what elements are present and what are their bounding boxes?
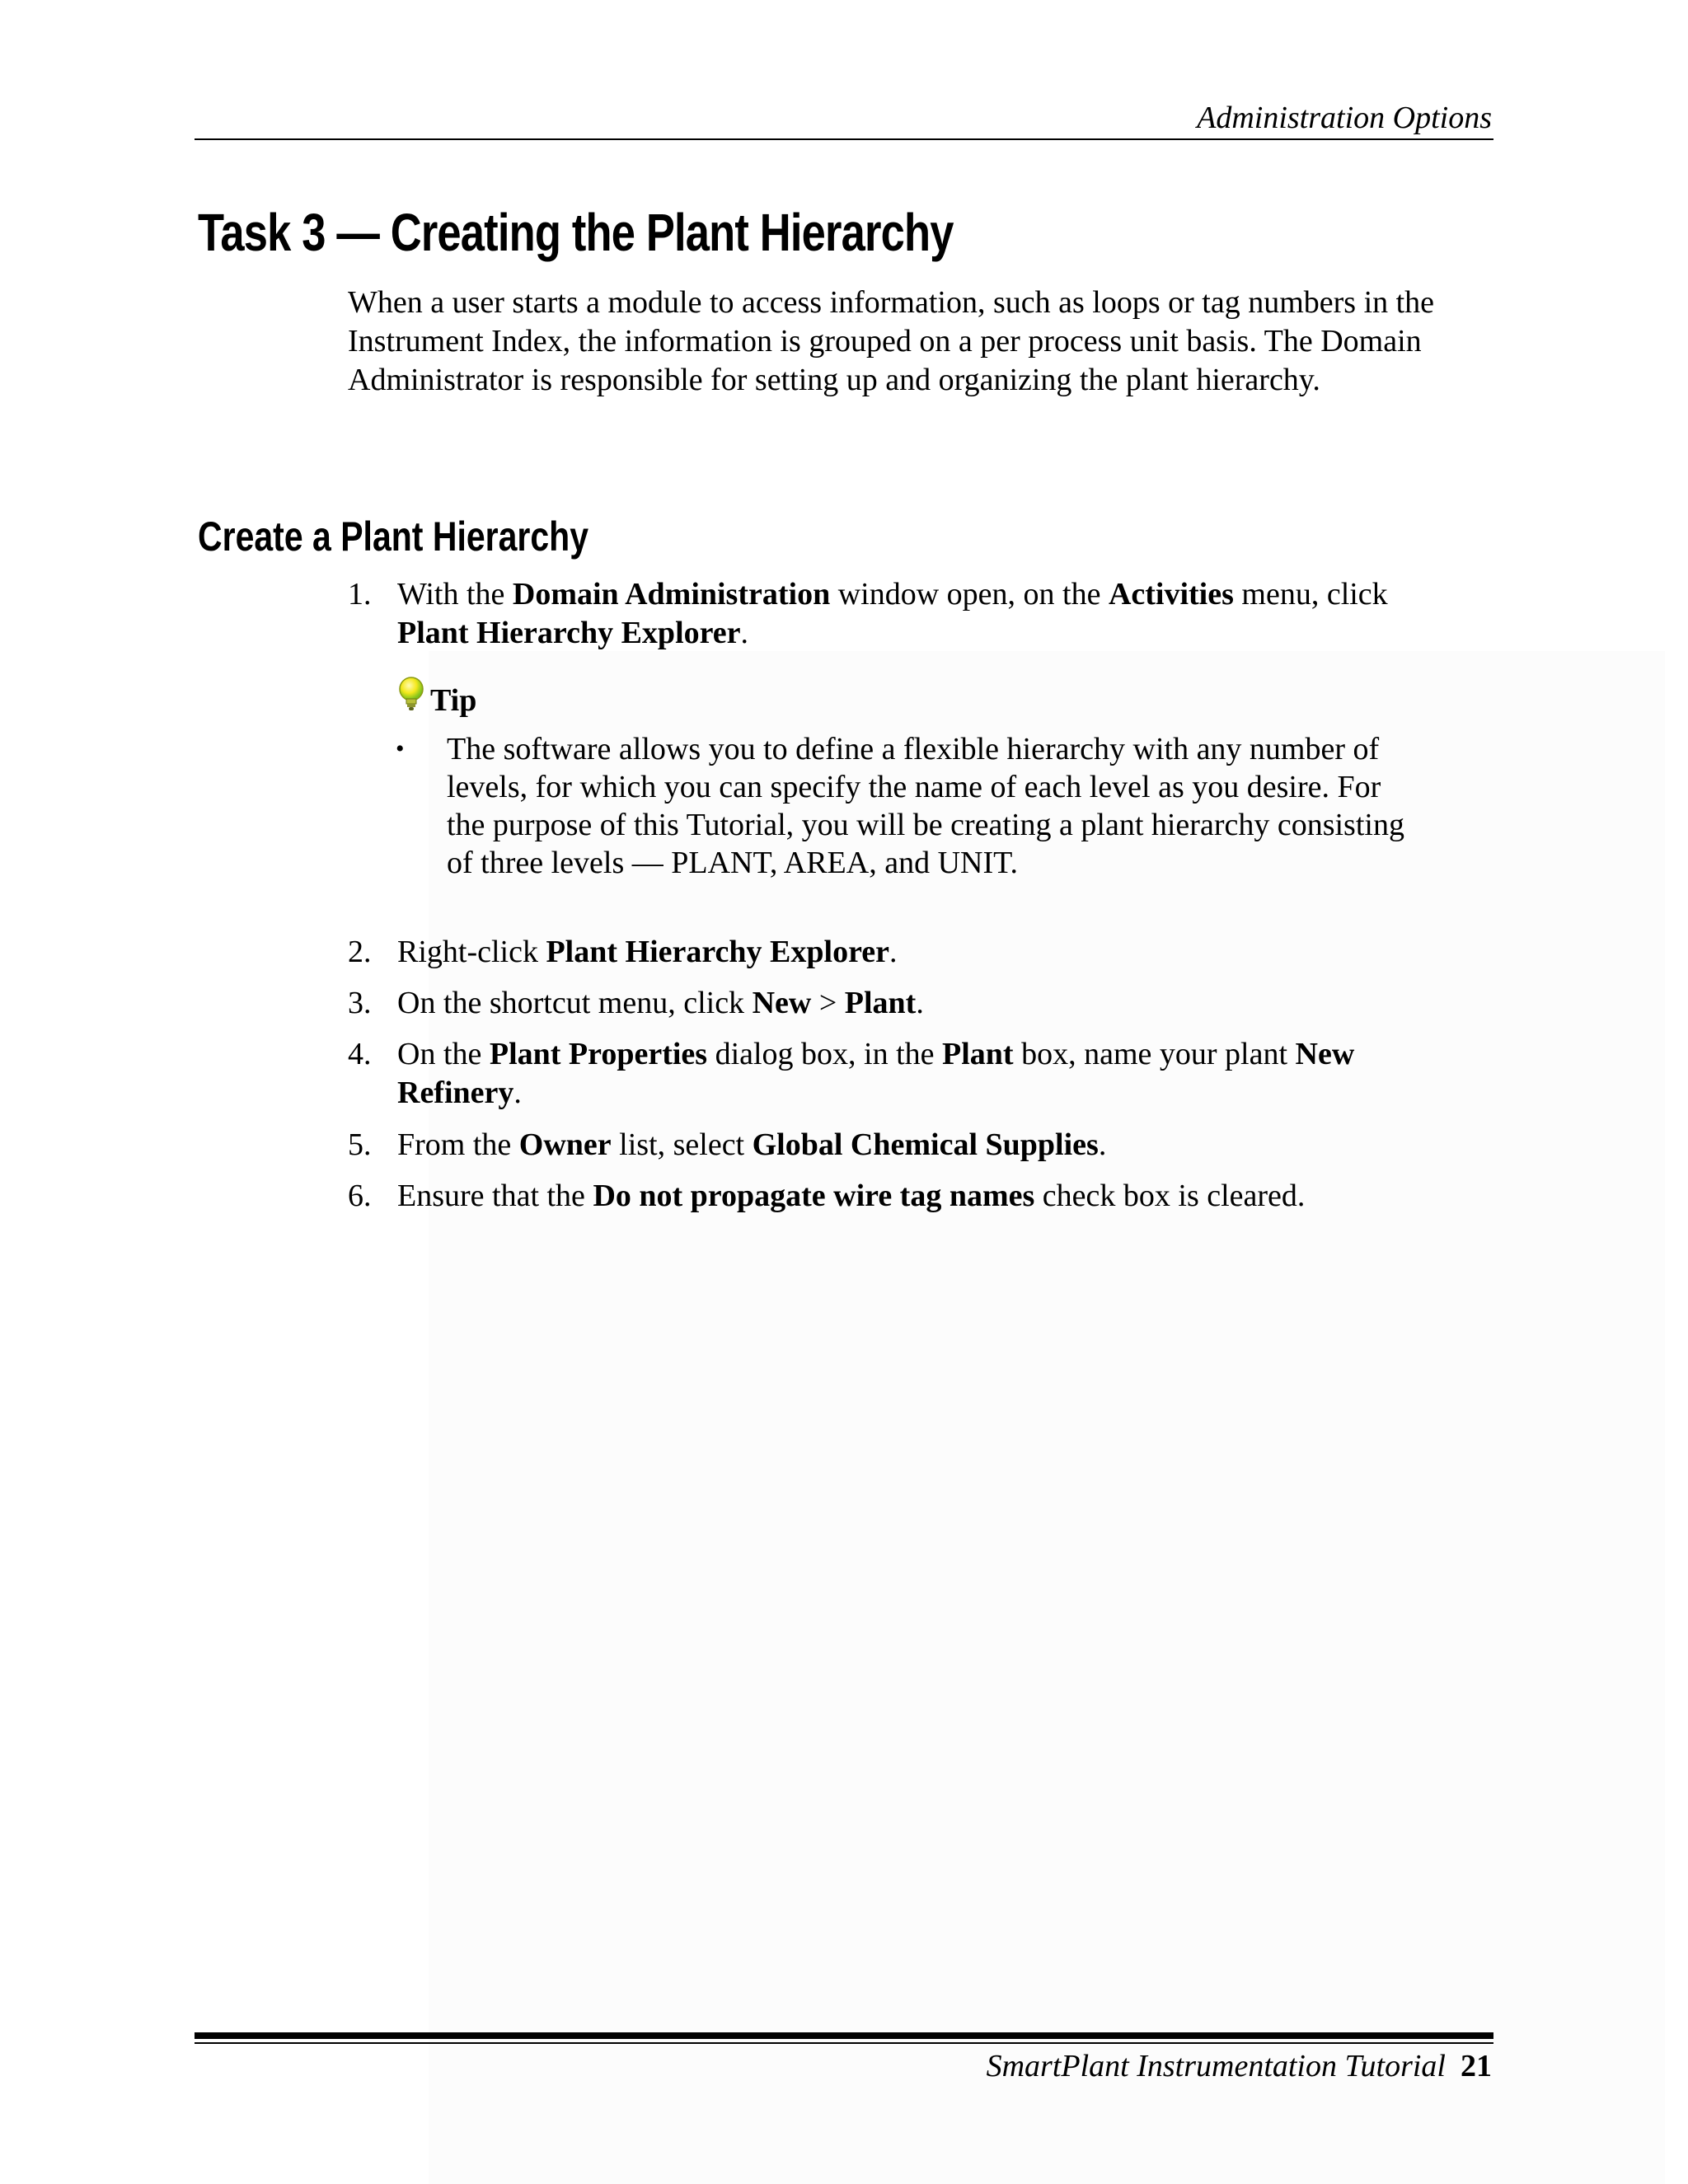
section-heading: Create a Plant Hierarchy (198, 513, 589, 560)
step-number: 2. (348, 935, 372, 969)
step-number: 1. (348, 577, 372, 612)
step-5 (348, 1126, 1493, 1165)
tip-bullet-item (396, 730, 1409, 882)
step-3 (348, 984, 1493, 1023)
step-text: With the Domain Administration window open, on the Activities menu, click Plant Hierarchy Explorer. (397, 577, 1388, 650)
footer-rule-thin (195, 2042, 1493, 2044)
page-number: 21 (1461, 2049, 1492, 2083)
step-text: On the Plant Properties dialog box, in the Plant box, name your plant New Refinery. (397, 1037, 1355, 1110)
step-1 (348, 575, 1493, 653)
step-number: 6. (348, 1179, 372, 1213)
intro-paragraph: When a user starts a module to access information, such as loops or tag numbers in the Instrument Index, the information is grouped on a per process unit basis. The Domain Administrator is responsible for setting up and organizing the plant hierarchy. (348, 285, 1435, 397)
step-text: From the Owner list, select Global Chemical Supplies. (397, 1127, 1107, 1162)
step-number: 5. (348, 1127, 372, 1162)
step-text: Right-click Plant Hierarchy Explorer. (397, 935, 898, 969)
step-4 (348, 1035, 1493, 1113)
step-number: 4. (348, 1037, 372, 1071)
step-6 (348, 1177, 1493, 1216)
tip-heading (396, 676, 476, 724)
step-number: 3. (348, 986, 372, 1020)
footer-rule (195, 2032, 1493, 2039)
footer-doc-title: SmartPlant Instrumentation Tutorial (986, 2049, 1446, 2083)
step-2 (348, 933, 1493, 972)
bullet-mark: • (396, 735, 405, 762)
step-text: On the shortcut menu, click New > Plant. (397, 986, 924, 1020)
step-text: Ensure that the Do not propagate wire tag names check box is cleared. (397, 1179, 1306, 1213)
running-footer (987, 2047, 1492, 2085)
header-rule (195, 138, 1493, 140)
page-title: Task 3 — Creating the Plant Hierarchy (198, 203, 954, 262)
tip-text: The software allows you to define a flexible hierarchy with any number of levels, for which you can specify the name of each level as you desire. For the purpose of this Tutorial, you will be creating a plant hierarchy consisting of three levels — PLANT, AREA, and UNIT. (447, 732, 1404, 880)
tip-label: Tip (430, 682, 477, 718)
running-header: Administration Options (1197, 101, 1492, 135)
lightbulb-icon (396, 676, 430, 724)
